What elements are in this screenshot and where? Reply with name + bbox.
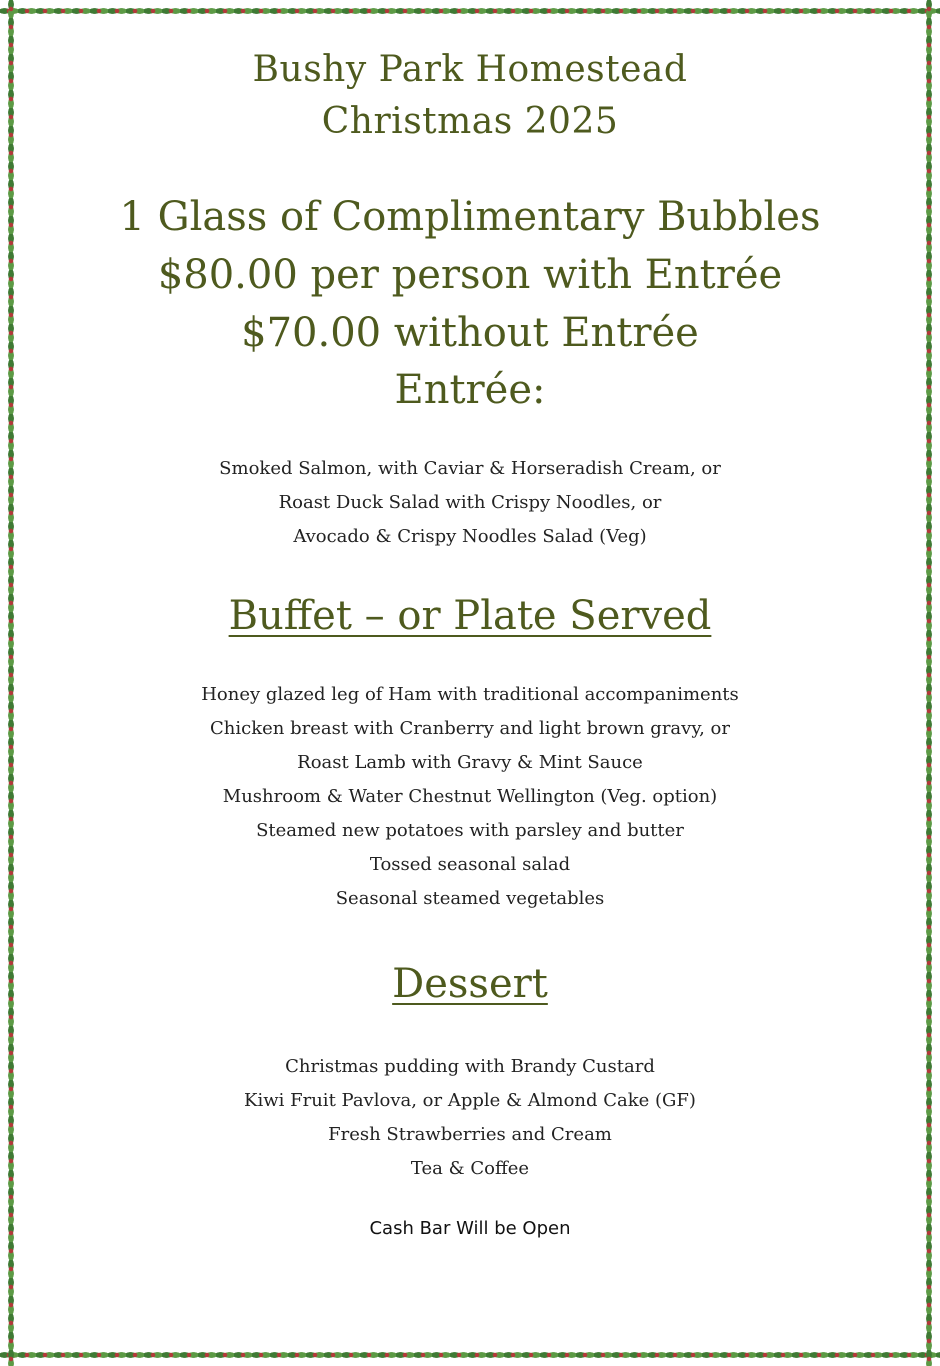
buffet-section — [40, 588, 900, 644]
dessert-section — [40, 956, 900, 1012]
list-item: Tea & Coffee — [410, 1158, 530, 1179]
list-item: Fresh Strawberries and Cream — [328, 1124, 612, 1145]
bubbles-line: 1 Glass of Complimentary Bubbles — [119, 194, 821, 240]
dessert-list — [40, 1050, 900, 1186]
entree-list — [40, 452, 900, 554]
list-item: Honey glazed leg of Ham with traditional accompaniments — [201, 684, 739, 705]
pricing-block — [40, 188, 900, 418]
price-with-entree: $80.00 per person with Entrée — [157, 252, 783, 298]
list-item: Steamed new potatoes with parsley and butter — [256, 820, 684, 841]
list-item: Christmas pudding with Brandy Custard — [285, 1056, 655, 1077]
cash-bar-note: Cash Bar Will be Open — [369, 1218, 571, 1239]
holly-border-right — [918, 0, 940, 1366]
list-item: Seasonal steamed vegetables — [335, 888, 605, 909]
buffet-list — [40, 678, 900, 916]
list-item: Kiwi Fruit Pavlova, or Apple & Almond Cake (GF) — [244, 1090, 696, 1111]
holly-border-top — [0, 0, 940, 22]
list-item: Mushroom & Water Chestnut Wellington (Veg. option) — [222, 786, 718, 807]
list-item: Smoked Salmon, with Caviar & Horseradish Cream, or — [219, 458, 721, 479]
venue-title: Bushy Park Homestead — [252, 49, 688, 90]
list-item: Avocado & Crispy Noodles Salad (Veg) — [293, 526, 647, 547]
entree-heading: Entrée: — [394, 367, 546, 413]
holly-border-bottom — [0, 1344, 940, 1366]
list-item: Chicken breast with Cranberry and light brown gravy, or — [210, 718, 730, 739]
dessert-heading: Dessert — [392, 961, 548, 1007]
list-item: Roast Duck Salad with Crispy Noodles, or — [278, 492, 662, 513]
price-without-entree: $70.00 without Entrée — [241, 310, 699, 356]
list-item: Tossed seasonal salad — [369, 854, 571, 875]
holly-border-left — [0, 0, 22, 1366]
buffet-heading: Buffet – or Plate Served — [228, 593, 712, 639]
list-item: Roast Lamb with Gravy & Mint Sauce — [297, 752, 643, 773]
menu-content — [40, 40, 900, 1239]
event-title: Christmas 2025 — [321, 101, 619, 142]
